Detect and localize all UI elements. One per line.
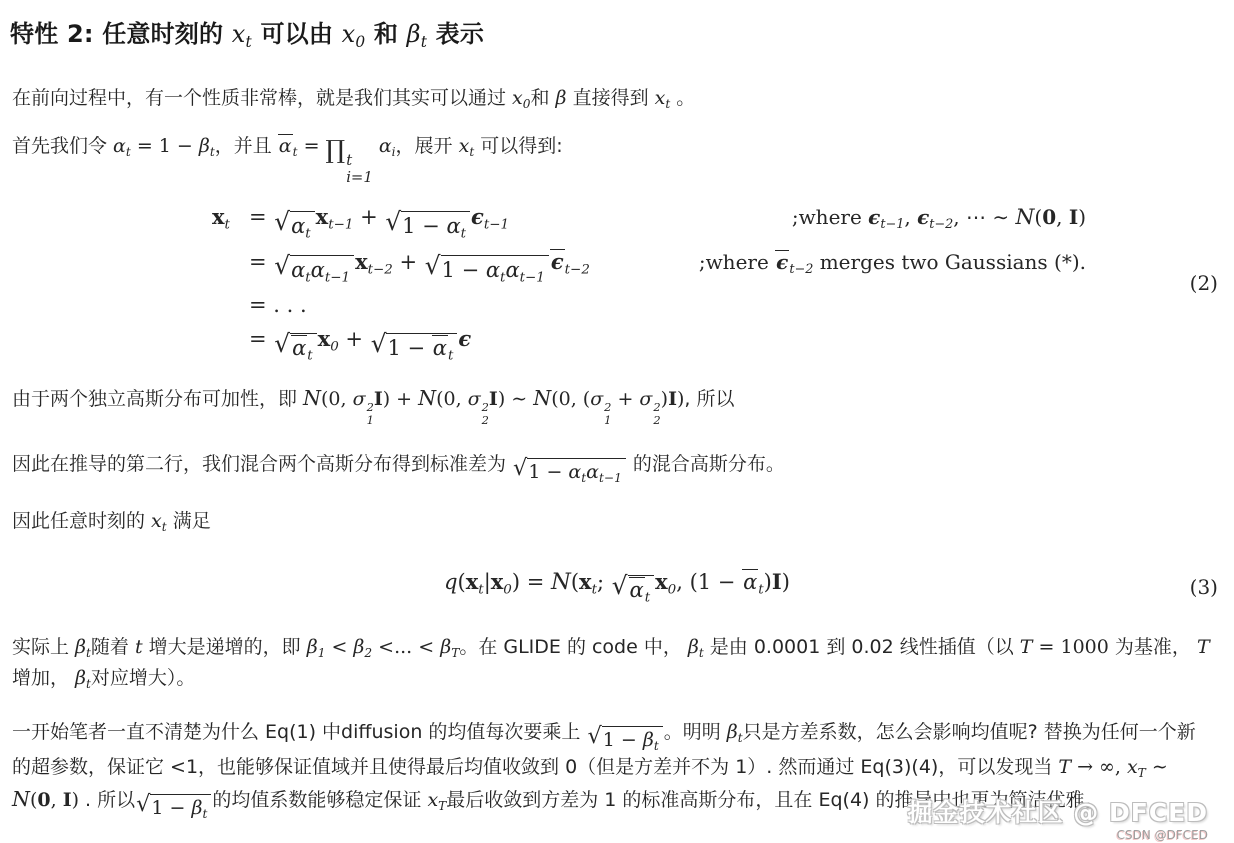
paragraph-gaussian-additivity: 由于两个独立高斯分布可加性，即 N(0, σ 2 1 I) + N(0, σ 2 2 I) ∼ N(0, (σ 2 1 + σ 2 2 )I), 所以 (12, 386, 735, 427)
paragraph-beta-schedule: 实际上 $\beta_t$随着 t 增大是递增的，即 $\beta_1 < \beta_2$ <... < $\beta_T$。在 GLIDE 的 code 中， $\beta_t$ 是由 0.0001 到 0.02 线性插值（以 T = 1000 为基准， T增加， $\beta_t$对应增大）。 (12, 636, 1210, 691)
paragraph-second-row-derivation: 因此在推导的第二行，我们混合两个高斯分布得到标准差为 √ $1 - \alpha_t\alpha_{t-1}$ 的混合高斯分布。 (12, 452, 785, 485)
equation-2-rows (0, 204, 1234, 362)
equation-2-line-1 (212, 204, 1234, 240)
equation-3 (0, 563, 1234, 611)
equation-3-body: $q(x_t|x_0) = N(x_t$; √ $\alpha_t$ $x_0$, $(1 - \alpha_t)I$) (444, 568, 790, 606)
csdn-watermark: CSDN @DFCED (1116, 828, 1208, 842)
equation-2-line-3 (212, 293, 1234, 317)
equation-rhs: = √ $\alpha_t$ $x_0$ + √ $1 - \alpha_t$ ϵ (249, 326, 472, 364)
equation-lhs: $x_t$ (212, 204, 230, 233)
article-page (0, 14, 1234, 843)
equation-note: ;where $\epsilon_{t-2}$ merges two Gaussians (*). (698, 249, 1086, 277)
equation-2 (0, 204, 1234, 362)
equation-note: ;where $\epsilon_{t-1}$, $\epsilon_{t-2}$, ⋯ ∼ N(0, I) (791, 205, 1086, 233)
equation-rhs: = √ $\alpha_t\alpha_{t-1}$ $x_{t-2}$ + √ $1 - \alpha_t\alpha_{t-1}$ $\epsilon_{t-2}$ (249, 248, 590, 286)
equation-2-line-4 (212, 326, 1234, 362)
paragraph-author-discussion: 一开始笔者一直不清楚为什么 Eq(1) 中diffusion 的均值每次要乘上 √ $1 - \beta_t$ 。明明 $\beta_t$只是方差系数，怎么会影响均值呢? 替换为任何一个新的超参数，保证它 <1，也能够保证值域并且使得最后均值收敛到 0（但是方差并不为 1）. 然而通过 Eq(3)(4)，可以发现当 T → ∞, $x_T$ ∼ N(0, I) . 所以 √ $1 - \beta_t$ 的均值系数能够稳定保证 $x_T$最后收敛到方差为 1 的标准高斯分布，且在 Eq(4) 的推导中也更为简洁优雅。 (12, 721, 1196, 821)
paragraph-any-time-xt: 因此任意时刻的 $x_t$ 满足 (12, 510, 211, 535)
paragraph-alpha-definition: 首先我们令 $\alpha_t = 1 - \beta_t$，并且 $\alpha_t$ = ∏ t i=1 $\alpha_i$，展开 $x_t$ 可以得到: (12, 134, 563, 187)
equation-number: (2) (1189, 271, 1218, 296)
paragraph-forward-process: 在前向过程中，有一个性质非常棒，就是我们其实可以通过 $x_0$和 β 直接得到 $x_t$ 。 (12, 87, 696, 111)
section-heading: 特性 2: 任意时刻的 $x_t$ 可以由 $x_0$ 和 $\beta_t$ 表示 (10, 20, 485, 51)
equation-number: (3) (1189, 574, 1218, 599)
equation-rhs: = . . . (249, 293, 307, 318)
equation-rhs: = √ $\alpha_t$ $x_{t-1}$ + √ $1 - \alpha_t$ $\epsilon_{t-1}$ (249, 204, 510, 241)
juejin-watermark: 掘金技术社区 @ DFCED (907, 798, 1208, 827)
equation-2-line-2 (212, 249, 1234, 285)
